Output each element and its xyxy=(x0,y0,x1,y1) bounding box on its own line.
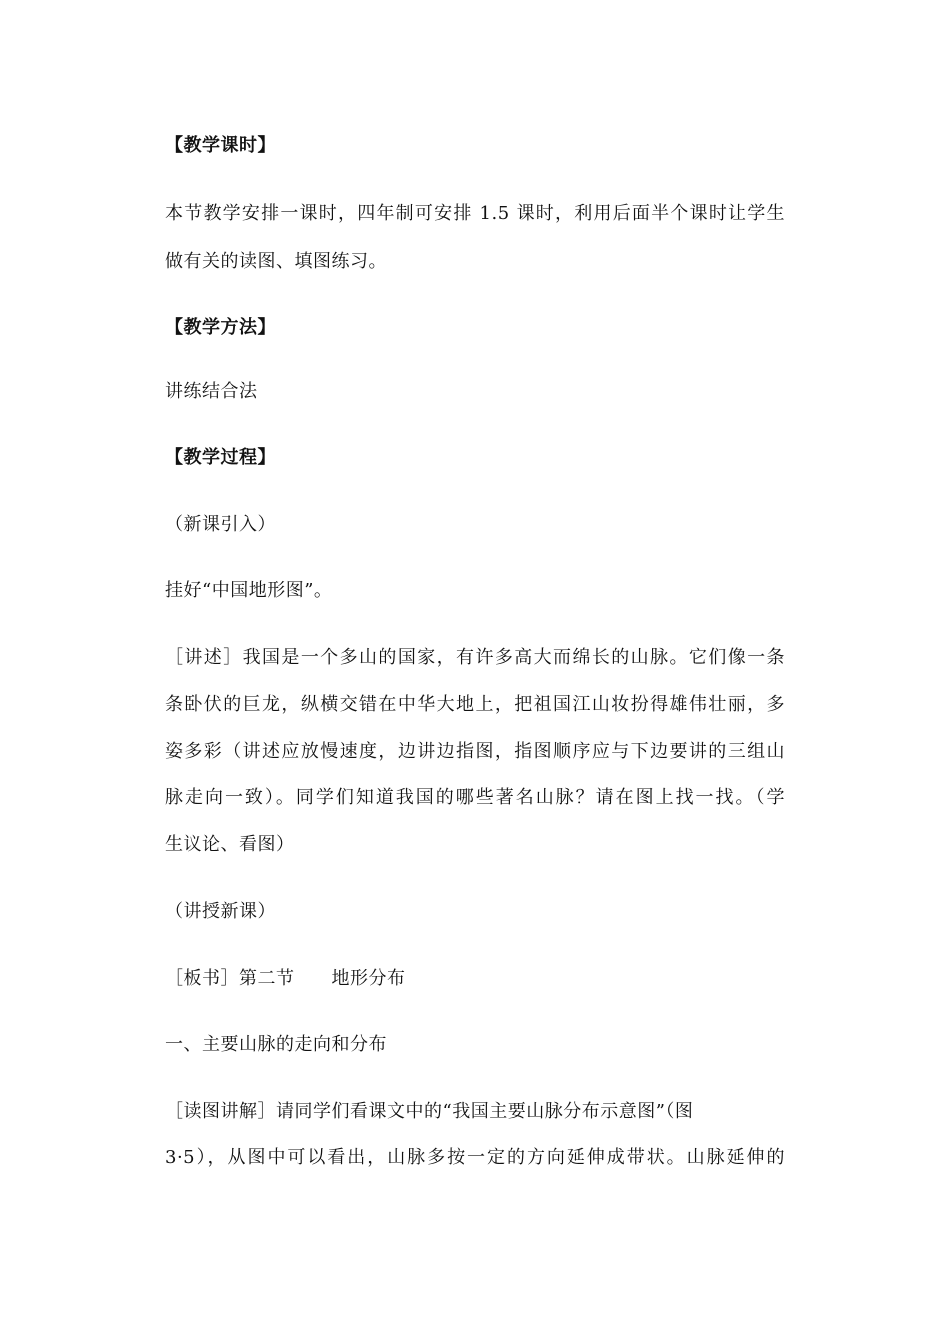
subsection-1-title: 一、主要山脉的走向和分布 xyxy=(165,1034,387,1055)
method-text: 讲练结合法 xyxy=(165,381,258,402)
hang-map-text: 挂好“中国地形图”。 xyxy=(165,580,333,601)
lecture-line-1: ［讲述］我国是一个多山的国家，有许多高大而绵长的山脉。它们像一条 xyxy=(165,647,785,668)
board-text: ［板书］第二节 地形分布 xyxy=(165,968,406,989)
lecture-line-5: 生议论、看图） xyxy=(165,834,295,855)
reading-line-1: ［读图讲解］请同学们看课文中的“我国主要山脉分布示意图”（图 xyxy=(165,1101,694,1122)
new-lesson-label: （讲授新课） xyxy=(165,901,276,922)
intro-label: （新课引入） xyxy=(165,514,276,535)
teaching-hours-heading: 【教学课时】 xyxy=(165,135,276,156)
lecture-line-4: 脉走向一致）。同学们知道我国的哪些著名山脉？请在图上找一找。（学 xyxy=(165,787,785,808)
lecture-line-2: 条卧伏的巨龙，纵横交错在中华大地上，把祖国江山妆扮得雄伟壮丽，多 xyxy=(165,694,785,715)
process-heading: 【教学过程】 xyxy=(165,447,276,468)
lecture-line-3: 姿多彩（讲述应放慢速度，边讲边指图，指图顺序应与下边要讲的三组山 xyxy=(165,741,785,762)
teaching-hours-line-2: 做有关的读图、填图练习。 xyxy=(165,251,387,272)
reading-line-2: 3·5），从图中可以看出，山脉多按一定的方向延伸成带状。山脉延伸的 xyxy=(165,1147,785,1168)
teaching-hours-line-1: 本节教学安排一课时，四年制可安排 1.5 课时，利用后面半个课时让学生 xyxy=(165,203,785,224)
method-heading: 【教学方法】 xyxy=(165,317,276,338)
